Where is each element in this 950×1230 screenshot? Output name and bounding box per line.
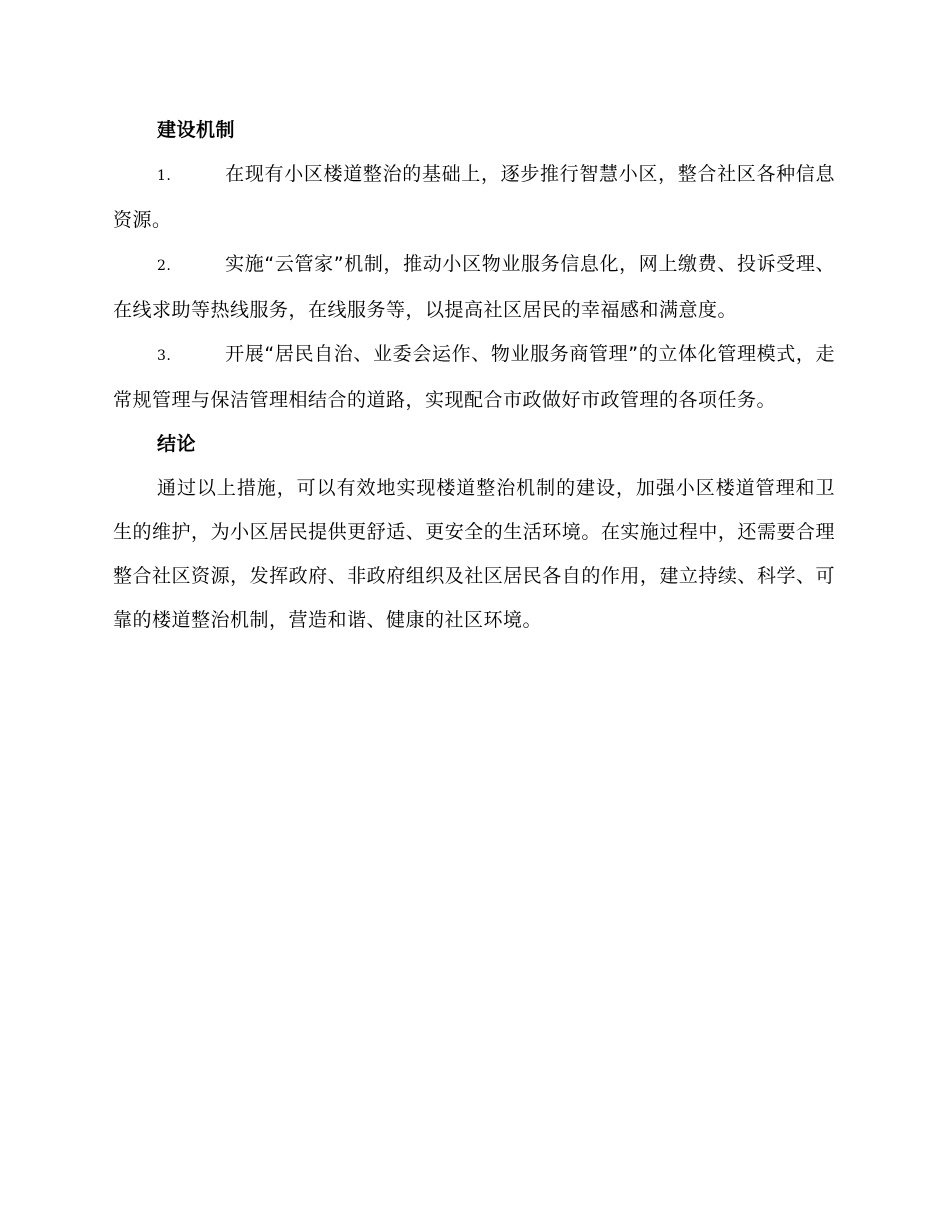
list-item-3 bbox=[113, 332, 835, 422]
list-item-1 bbox=[113, 152, 835, 242]
conclusion-paragraph: 通过以上措施，可以有效地实现楼道整治机制的建设，加强小区楼道管理和卫生的维护，为小区居民提供更舒适、更安全的生活环境。在实施过程中，还需要合理整合社区资源，发挥政府、非政府组织及社区居民各自的作用，建立持续、科学、可靠的楼道整治机制，营造和谐、健康的社区环境。 bbox=[113, 477, 835, 631]
list-number-2: 2. bbox=[157, 258, 172, 274]
list-item-2 bbox=[113, 242, 835, 332]
list-text-1: 在现有小区楼道整治的基础上，逐步推行智慧小区，整合社区各种信息资源。 bbox=[113, 163, 835, 231]
section-heading-mechanism: 建设机制 bbox=[157, 119, 236, 141]
list-number-3: 3. bbox=[157, 348, 172, 364]
section-heading-conclusion: 结论 bbox=[157, 433, 197, 455]
list-text-2: 实施“云管家”机制，推动小区物业服务信息化，网上缴费、投诉受理、在线求助等热线服务，在线服务等，以提高社区居民的幸福感和满意度。 bbox=[113, 253, 835, 321]
list-number-1: 1. bbox=[157, 168, 172, 184]
document-page bbox=[113, 108, 835, 642]
list-text-3: 开展“居民自治、业委会运作、物业服务商管理”的立体化管理模式，走常规管理与保洁管理相结合的道路，实现配合市政做好市政管理的各项任务。 bbox=[113, 343, 835, 411]
